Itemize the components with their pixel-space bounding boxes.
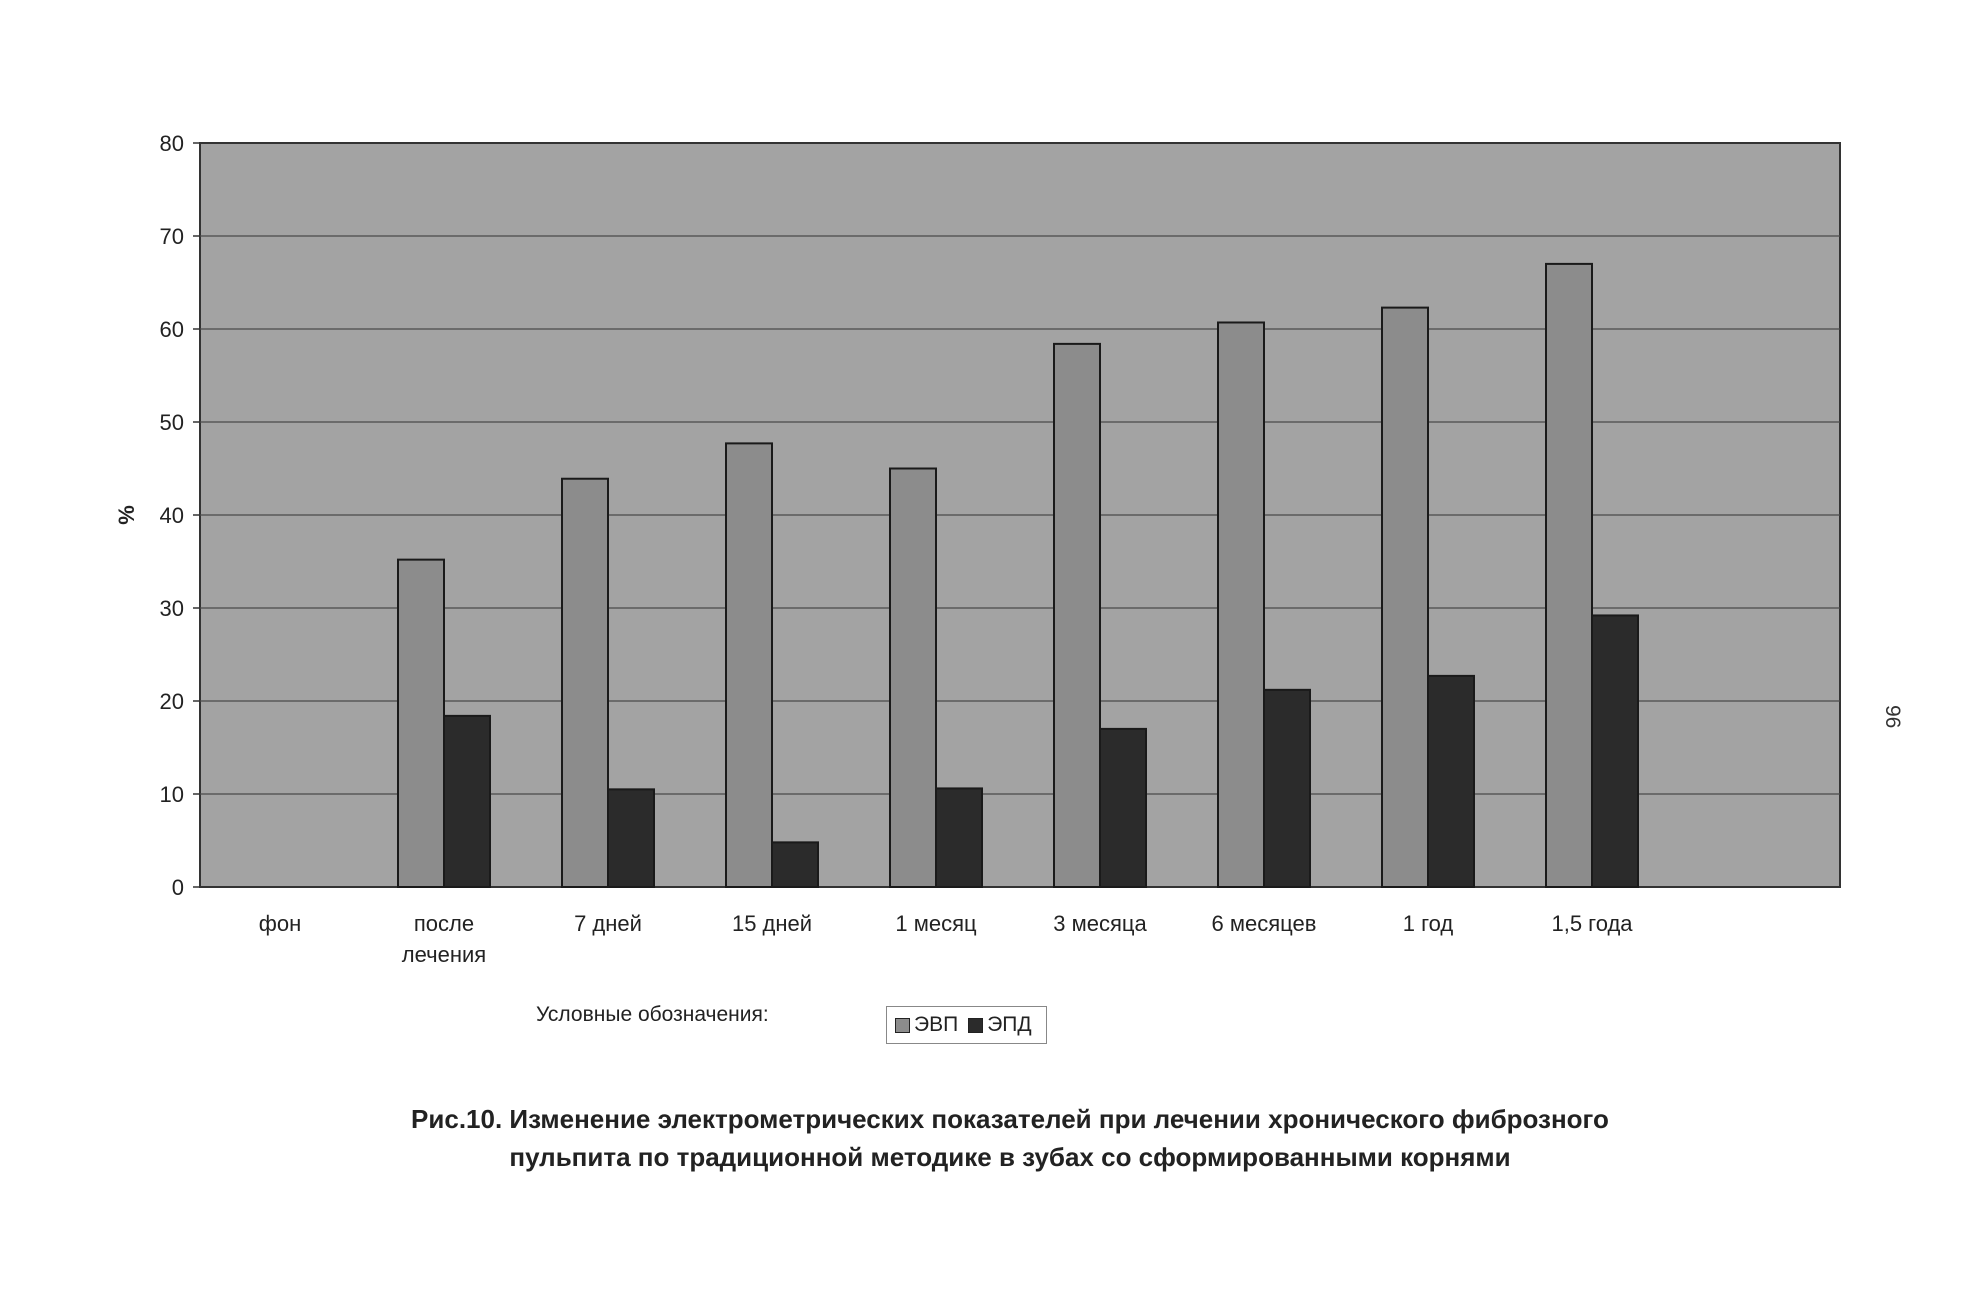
- x-tick-label-line: лечения: [401, 942, 487, 967]
- y-tick-label-20: 20: [159, 689, 184, 714]
- bar-epd-6: [1264, 690, 1310, 887]
- legend-label-epd: ЭПД: [987, 1013, 1032, 1036]
- caption-line-2: пульпита по традиционной методике в зубах со сформированными корнями: [509, 1142, 1511, 1172]
- bar-epd-2: [608, 789, 654, 887]
- legend: [886, 1006, 1047, 1044]
- y-tick-label-30: 30: [159, 596, 184, 621]
- bar-evp-6: [1218, 322, 1264, 887]
- bar-evp-1: [398, 560, 444, 887]
- x-tick-label-2: [574, 911, 642, 936]
- legend-item-evp: [895, 1013, 958, 1037]
- bar-evp-2: [562, 479, 608, 887]
- y-tick-label-80: 80: [159, 131, 184, 156]
- legend-prefix: Условные обозначения:: [536, 1003, 769, 1026]
- bar-evp-5: [1054, 344, 1100, 887]
- x-tick-label-0: [259, 911, 302, 936]
- y-tick-label-10: 10: [159, 782, 184, 807]
- bar-epd-3: [772, 842, 818, 887]
- legend-swatch-epd: [968, 1018, 983, 1033]
- bar-epd-1: [444, 716, 490, 887]
- legend-item-epd: [968, 1013, 1031, 1037]
- x-tick-label-8: [1551, 911, 1633, 936]
- x-tick-label-1: [402, 911, 486, 967]
- x-tick-label-line: 1 год: [1402, 911, 1454, 936]
- x-tick-label-3: [732, 911, 812, 936]
- x-tick-label-line: после: [413, 911, 475, 936]
- x-tick-label-5: [1053, 911, 1147, 936]
- bar-evp-7: [1382, 308, 1428, 887]
- bar-epd-5: [1100, 729, 1146, 887]
- y-tick-label-70: 70: [159, 224, 184, 249]
- x-tick-label-line: 15 дней: [731, 911, 813, 936]
- x-tick-label-line: 6 месяцев: [1211, 911, 1317, 936]
- bar-evp-8: [1546, 264, 1592, 887]
- y-axis-label: %: [114, 505, 139, 525]
- x-tick-label-4: [895, 911, 977, 936]
- y-tick-label-60: 60: [159, 317, 184, 342]
- x-tick-label-7: [1403, 911, 1454, 936]
- bar-evp-3: [726, 443, 772, 887]
- x-tick-label-line: 3 месяца: [1053, 911, 1147, 936]
- y-tick-label-50: 50: [159, 410, 184, 435]
- bar-evp-4: [890, 469, 936, 888]
- y-tick-label-0: 0: [171, 875, 184, 900]
- x-tick-label-line: фон: [258, 911, 302, 936]
- bar-epd-8: [1592, 615, 1638, 887]
- legend-label-evp: ЭВП: [914, 1013, 959, 1036]
- x-tick-label-line: 1 месяц: [895, 911, 977, 936]
- bar-epd-4: [936, 788, 982, 887]
- bar-epd-7: [1428, 676, 1474, 887]
- caption-line-1: Рис.10. Изменение электрометрических показателей при лечении хронического фиброзного: [411, 1104, 1609, 1134]
- y-tick-label-40: 40: [159, 503, 184, 528]
- legend-swatch-evp: [895, 1018, 910, 1033]
- page-number: 96: [1881, 705, 1904, 729]
- x-tick-label-line: 7 дней: [574, 911, 642, 936]
- x-tick-label-6: [1212, 911, 1317, 936]
- x-tick-label-line: 1,5 года: [1551, 911, 1633, 936]
- figure-caption: [0, 1100, 1971, 1176]
